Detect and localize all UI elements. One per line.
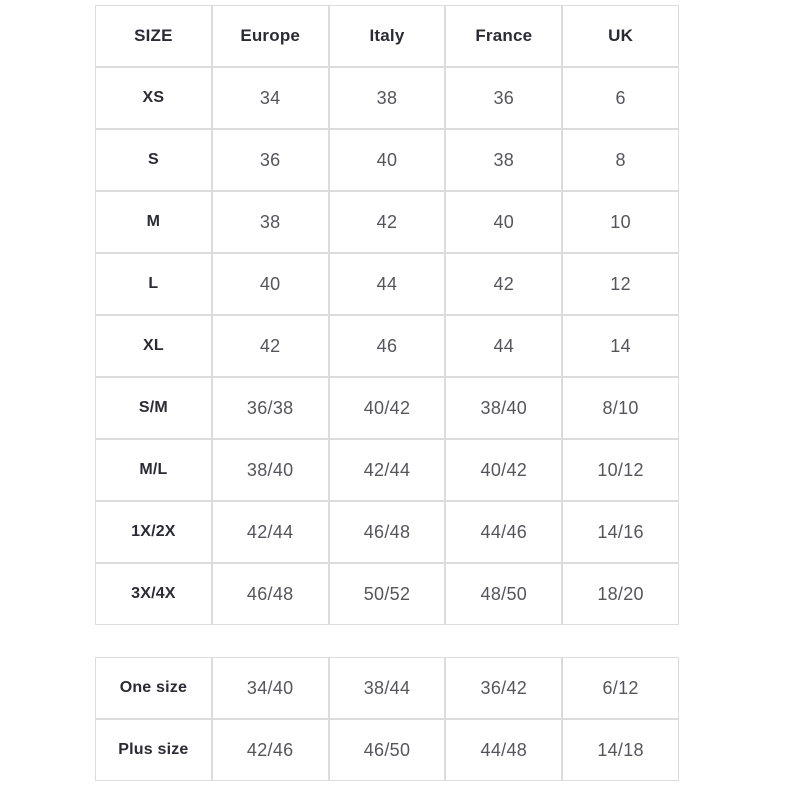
row-label-cell: S <box>95 129 212 191</box>
value-cell: 10/12 <box>562 439 679 501</box>
table-row <box>95 191 679 253</box>
row-label-cell: One size <box>95 657 212 719</box>
column-header: France <box>445 5 562 67</box>
size-chart-container <box>95 5 679 781</box>
table-row <box>95 563 679 625</box>
value-cell: 40 <box>445 191 562 253</box>
value-cell: 8 <box>562 129 679 191</box>
table-row <box>95 315 679 377</box>
table-row <box>95 67 679 129</box>
table-row <box>95 657 679 719</box>
value-cell: 44/48 <box>445 719 562 781</box>
size-conversion-table <box>95 5 679 625</box>
row-label-cell: XS <box>95 67 212 129</box>
row-label-cell: 1X/2X <box>95 501 212 563</box>
value-cell: 12 <box>562 253 679 315</box>
header-row <box>95 5 679 67</box>
value-cell: 18/20 <box>562 563 679 625</box>
table-row <box>95 501 679 563</box>
column-header: Europe <box>212 5 329 67</box>
value-cell: 14/18 <box>562 719 679 781</box>
value-cell: 38 <box>329 67 446 129</box>
value-cell: 34 <box>212 67 329 129</box>
column-header: Italy <box>329 5 446 67</box>
size-table-header <box>95 5 679 67</box>
table-row <box>95 129 679 191</box>
value-cell: 38/40 <box>445 377 562 439</box>
table-row <box>95 439 679 501</box>
value-cell: 42/44 <box>212 501 329 563</box>
value-cell: 36 <box>445 67 562 129</box>
value-cell: 42/46 <box>212 719 329 781</box>
value-cell: 50/52 <box>329 563 446 625</box>
table-row <box>95 253 679 315</box>
value-cell: 8/10 <box>562 377 679 439</box>
extra-sizes-table <box>95 657 679 781</box>
table-row <box>95 719 679 781</box>
value-cell: 42 <box>212 315 329 377</box>
column-header: UK <box>562 5 679 67</box>
value-cell: 46/48 <box>329 501 446 563</box>
value-cell: 38/44 <box>329 657 446 719</box>
value-cell: 10 <box>562 191 679 253</box>
value-cell: 48/50 <box>445 563 562 625</box>
value-cell: 40/42 <box>329 377 446 439</box>
value-cell: 38/40 <box>212 439 329 501</box>
row-label-cell: Plus size <box>95 719 212 781</box>
value-cell: 38 <box>212 191 329 253</box>
value-cell: 42 <box>445 253 562 315</box>
row-label-cell: L <box>95 253 212 315</box>
row-label-cell: S/M <box>95 377 212 439</box>
value-cell: 46 <box>329 315 446 377</box>
value-cell: 40 <box>212 253 329 315</box>
value-cell: 38 <box>445 129 562 191</box>
value-cell: 36/42 <box>445 657 562 719</box>
extra-sizes-body <box>95 657 679 781</box>
value-cell: 6/12 <box>562 657 679 719</box>
value-cell: 42 <box>329 191 446 253</box>
value-cell: 44 <box>445 315 562 377</box>
value-cell: 14 <box>562 315 679 377</box>
value-cell: 40 <box>329 129 446 191</box>
value-cell: 6 <box>562 67 679 129</box>
row-label-cell: XL <box>95 315 212 377</box>
row-label-cell: M/L <box>95 439 212 501</box>
value-cell: 46/48 <box>212 563 329 625</box>
value-cell: 14/16 <box>562 501 679 563</box>
row-label-cell: 3X/4X <box>95 563 212 625</box>
value-cell: 44/46 <box>445 501 562 563</box>
value-cell: 42/44 <box>329 439 446 501</box>
value-cell: 46/50 <box>329 719 446 781</box>
value-cell: 36 <box>212 129 329 191</box>
size-table-body <box>95 67 679 625</box>
value-cell: 34/40 <box>212 657 329 719</box>
value-cell: 36/38 <box>212 377 329 439</box>
value-cell: 40/42 <box>445 439 562 501</box>
row-label-cell: M <box>95 191 212 253</box>
column-header: SIZE <box>95 5 212 67</box>
value-cell: 44 <box>329 253 446 315</box>
table-row <box>95 377 679 439</box>
